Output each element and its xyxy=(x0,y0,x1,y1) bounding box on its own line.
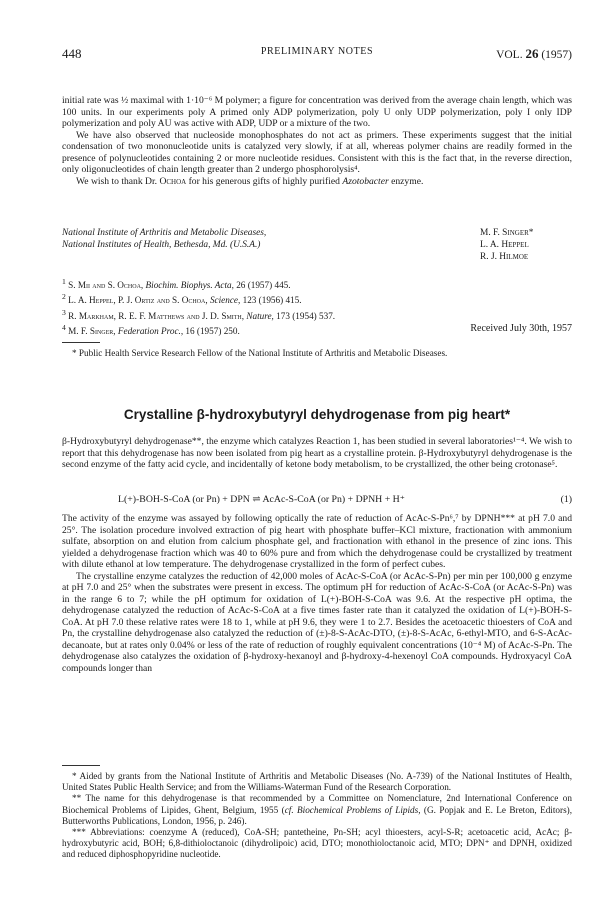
article-body xyxy=(62,513,572,674)
reaction-equation xyxy=(62,494,572,508)
ack-before: We wish to thank Dr. xyxy=(76,175,160,187)
footnote-rule xyxy=(62,342,100,343)
ack-after: enzyme. xyxy=(388,175,424,187)
intro-paragraph: β-Hydroxybutyryl dehydrogenase**, the enzyme which catalyzes Reaction 1, has been studied in several laboratories¹⁻⁴. We wish to report that this dehydrogenase has now been isolated from pig heart as a crystalline protein. β-Hydroxybutyryl dehydrogenase is the second enzyme of the fatty acid cycle, and incidentally of ketone body metabolism, to be crystallized, the other being crotonase⁵. xyxy=(62,436,572,470)
received-date: Received July 30th, 1957 xyxy=(470,323,572,334)
ack-organism: Azotobacter xyxy=(342,175,389,187)
institution-line-1: National Institute of Arthritis and Metabolic Diseases, xyxy=(62,228,267,238)
author-1: M. F. Singer* xyxy=(480,228,534,238)
running-header xyxy=(62,46,572,62)
running-title: PRELIMINARY NOTES xyxy=(260,46,374,57)
footnote-author: * Public Health Service Research Fellow of the National Institute of Arthritis and Metabolic Diseases. xyxy=(72,348,448,358)
footnote-rule xyxy=(62,765,100,766)
article-intro xyxy=(62,436,572,471)
equation-text: L(+)-BOH-S-CoA (or Pn) + DPN ⇌ AcAc-S-CoA (or Pn) + DPNH + H⁺ xyxy=(118,494,405,505)
continuation-paragraph-2: We have also observed that nucleoside monophosphates do not act as primers. These experiments suggest that the initial condensation of two mononucleotide units is catalyzed very slowly, if at all, whereas polymer chains are readily formed in the presence of polynucleotides containing 2 or more nucleotide residues. Consistent with this is the fact that, in the reverse direction, only oligonucleotides of chain length greater than 2 undergo phosphorolysis⁴. xyxy=(62,129,572,175)
affiliation-block xyxy=(62,228,572,264)
author-3: R. J. Hilmoe xyxy=(480,252,529,262)
volume-year: (1957) xyxy=(541,49,572,61)
footnote-abbreviations: *** Abbreviations: coenzyme A (reduced), CoA-SH; pantetheine, Pn-SH; acyl thioesters, acyl-S-R; acetoacetic acid, AcAc; β-hydroxybutyric acid, BOH; 6,8-dithioloctanoic (dihydrolipoic) acid, DTO; monothioloctanoic acid, MTO; DPN⁺ and DPNH, oxidized and reduced diphosphopyridine nucleotide. xyxy=(62,827,572,860)
acknowledgement xyxy=(62,176,572,188)
body-paragraph-1: The activity of the enzyme was assayed by following optically the rate of reduction of AcAc-S-Pn⁶,⁷ by DPNH*** at pH 7.0 and 25°. The isolation procedure involved extraction of pig heart with phosphate buffer–KCl mixture, fractionation with ammonium sulfate, absorption on and elution from calcium phosphate gel, and fractionation with ethanol in the presence of zinc ions. This yielded a dehydrogenase fraction which was 40 to 60% pure and from which the dehydrogenase could be crystallized by treatment with dilute ethanol at low temperature. The dehydrogenase crystallized in the form of perfect cubes. xyxy=(62,513,572,570)
author-2: L. A. Heppel xyxy=(480,240,529,250)
reference-item: $^1$ S. Mii and S. Ochoa, Biochim. Biophys. Acta, 26 (1957) 445. xyxy=(62,277,291,291)
continuation-text xyxy=(62,95,572,187)
institution-line-2: National Institutes of Health, Bethesda, Md. (U.S.A.) xyxy=(62,240,261,250)
volume-info xyxy=(496,46,572,62)
continuation-paragraph-1: initial rate was ½ maximal with 1·10⁻⁶ M polymer; a figure for concentration was derived from the average chain length, which was 100 units. In our experiments poly A primed only ADP polymerization, poly U only UDP polymerization, poly I only IDP polymerization and poly AU was active with ADP, UDP or a mixture of the two. xyxy=(62,95,572,129)
volume-number: 26 xyxy=(525,46,539,61)
reference-item: $^4$ M. F. Singer, Federation Proc., 16 (1957) 250. xyxy=(62,323,240,337)
reference-item: $^3$ R. Markham, R. E. F. Matthews and J. D. Smith, Nature, 173 (1954) 537. xyxy=(62,307,336,321)
equation-number: (1) xyxy=(560,494,572,505)
reference-item: $^2$ L. A. Heppel, P. J. Ortiz and S. Ochoa, Science, 123 (1956) 415. xyxy=(62,292,302,306)
footnote-grants: * Aided by grants from the National Institute of Arthritis and Metabolic Diseases (No. A-739) of the National Institutes of Health, United States Public Health Service; and from the Williams-Waterman Fund of the Research Corporation. xyxy=(62,771,572,793)
article-title: Crystalline β-hydroxybutyryl dehydrogenase from pig heart* xyxy=(123,407,511,422)
page-number: 448 xyxy=(62,46,82,61)
volume-prefix: VOL. xyxy=(496,49,523,61)
ack-name: Ochoa xyxy=(159,175,187,187)
article-footnotes xyxy=(62,771,572,861)
body-paragraph-2: The crystalline enzyme catalyzes the reduction of 42,000 moles of AcAc-S-CoA (or AcAc-S-Pn) per min per 100,000 g enzyme at pH 7.0 and 25° when the substrates were present in excess. The optimum pH for reduction of AcAc-S-CoA (or AcAc-S-Pn) was in the range 6 to 7; while the pH optimum for oxidation of L(+)-BOH-S-CoA was 9.6. At the respective pH optima, the dehydrogenase catalyzed the reduction of AcAc-S-CoA at a five times faster rate than it catalyzed the oxidation of L(+)-BOH-S-CoA. At pH 7.0 these relative rates were 18 to 1, while at pH 9.6, they were 1 to 2.7. Besides the acetoacetic thioesters of CoA and Pn, the crystalline dehydrogenase also catalyzed the reduction of (±)-8-S-AcAc-DTO, (±)-8-S-AcAc, 6-ethyl-MTO, and 6-S-AcAc-decanoate, but at rates only 0.04% or less of the rate of reduction of roughly equivalent concentrations (10⁻⁴ M) of AcAc-S-Pn. The dehydrogenase also catalyzes the oxidation of β-hydroxy-hexanoyl and β-hydroxy-4-hexenoyl CoA compounds. Hydroxyacyl CoA compounds longer than xyxy=(62,570,572,674)
footnote-nomenclature: ** The name for this dehydrogenase is that recommended by a Committee on Nomenclature, 2nd International Conference on Biochemical Problems of Lipides, Ghent, Belgium, 1955 (cf. Biochemical Problems of Lipids, (G. Popjak and E. Le Breton, Editors), Butterworths Publications, London, 1956, p. 246). xyxy=(62,793,573,826)
ack-middle: for his generous gifts of highly purified xyxy=(186,175,343,187)
